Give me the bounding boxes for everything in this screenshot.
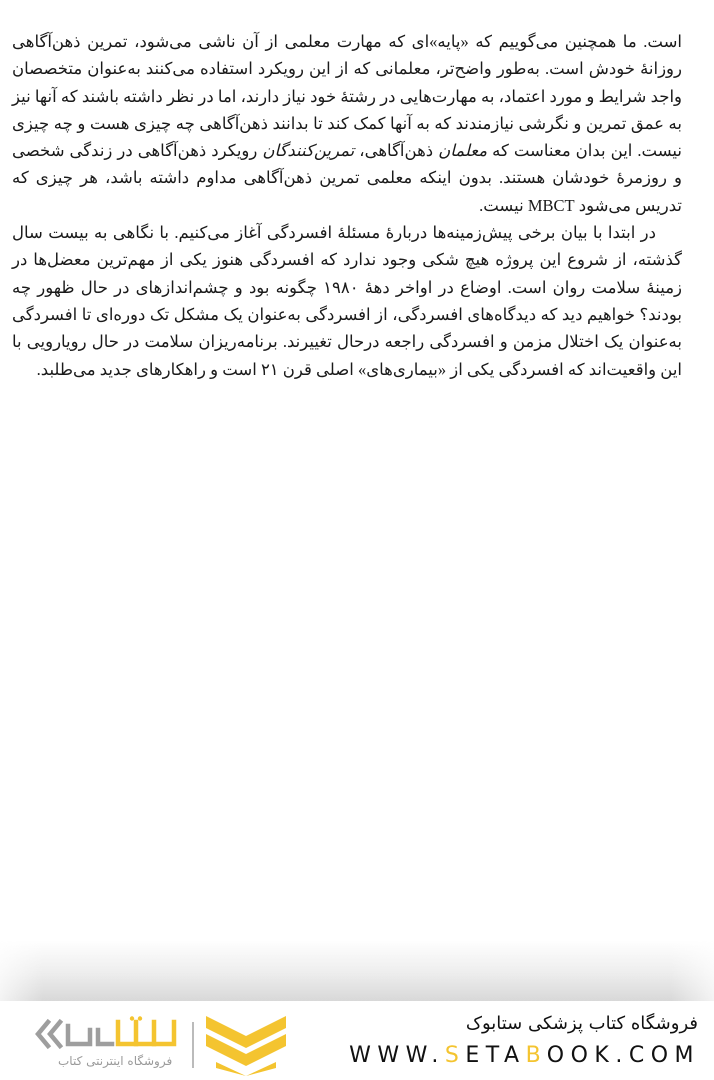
chevron-logo-icon: [206, 1016, 286, 1076]
paragraph: [12, 219, 682, 383]
store-name: فروشگاه کتاب پزشکی ستابوک: [465, 1013, 698, 1034]
logo-wordmark-icon: [32, 1016, 182, 1052]
text-run: در ابتدا با بیان برخی پیش‌زمینه‌ها دربارهٔ مسئلهٔ افسردگی آغاز می‌کنیم. با نگاهی به بیست سال گذشته، از شروع این پروژه هیچ شکی وجود ندارد که افسردگی هنوز یکی از مهم‌ترین معضل‌ها در زمینهٔ سلامت روان است. اوضاع در اواخر دههٔ ۱۹۸۰ چگونه بود و چشم‌اندازهای در حال ظهور چه بودند؟ خواهیم دید که دیدگاه‌های افسردگی، از افسردگی به‌عنوان یک مشکل تک دوره‌ای تا افسردگی به‌عنوان یک اختلال مزمن و افسردگی راجعه درحال تغییرند. برنامه‌ریزان سلامت در حال رویارویی با این واقعیت‌اند که افسردگی یکی از «بیماری‌های» اصلی قرن ۲۱ است و راهکارهای جدید می‌طلبد.: [12, 223, 682, 379]
logo-divider: [192, 1022, 194, 1068]
text-run: ذهن‌آگاهی،: [354, 141, 439, 161]
url-text: WWW.: [349, 1043, 445, 1068]
url-text: ETA: [465, 1043, 526, 1068]
store-url[interactable]: [349, 1043, 700, 1068]
store-logo[interactable]: [30, 1014, 280, 1074]
paragraph: [12, 28, 682, 219]
italic-text: معلمان: [438, 141, 488, 161]
url-text: OOK.COM: [546, 1043, 700, 1068]
text-run: است. ما همچنین می‌گوییم که «پایه»ای که مهارت معلمی از آن ناشی می‌شود، تمرین ذهن‌آگاهی روزانهٔ خودش است. به‌طور واضح‌تر، معلمانی که از این رویکرد استفاده می‌کنند به‌عنوان متخصصان واجد شرایط و مورد اعتماد، به مهارت‌هایی در رشتهٔ خود نیاز دارند، اما در نظر داشته باشند که آنها نیز به عمق تمرین و نگرشی نیازمندند که به آنها کمک کند تا بدانند ذهن‌آگاهی چه چیزی هست و چه چیزی نیست. این بدان معناست که: [12, 32, 683, 161]
url-accent-letter: S: [444, 1043, 466, 1068]
url-accent-letter: B: [525, 1043, 547, 1068]
page-body-text: [12, 28, 682, 383]
page-bottom-shadow: [0, 940, 714, 1001]
logo-tagline: فروشگاه اینترنتی کتاب: [58, 1054, 173, 1068]
text-run: رویکرد ذهن‌آگاهی در زندگی شخصی و روزمرهٔ خودشان هستند. بدون اینکه معلمی تمرین ذهن‌آگاهی مداوم داشته باشد، هر چیزی که تدریس می‌شود MBCT نیست.: [12, 141, 682, 215]
italic-text: تمرین‌کنندگان: [262, 141, 355, 161]
